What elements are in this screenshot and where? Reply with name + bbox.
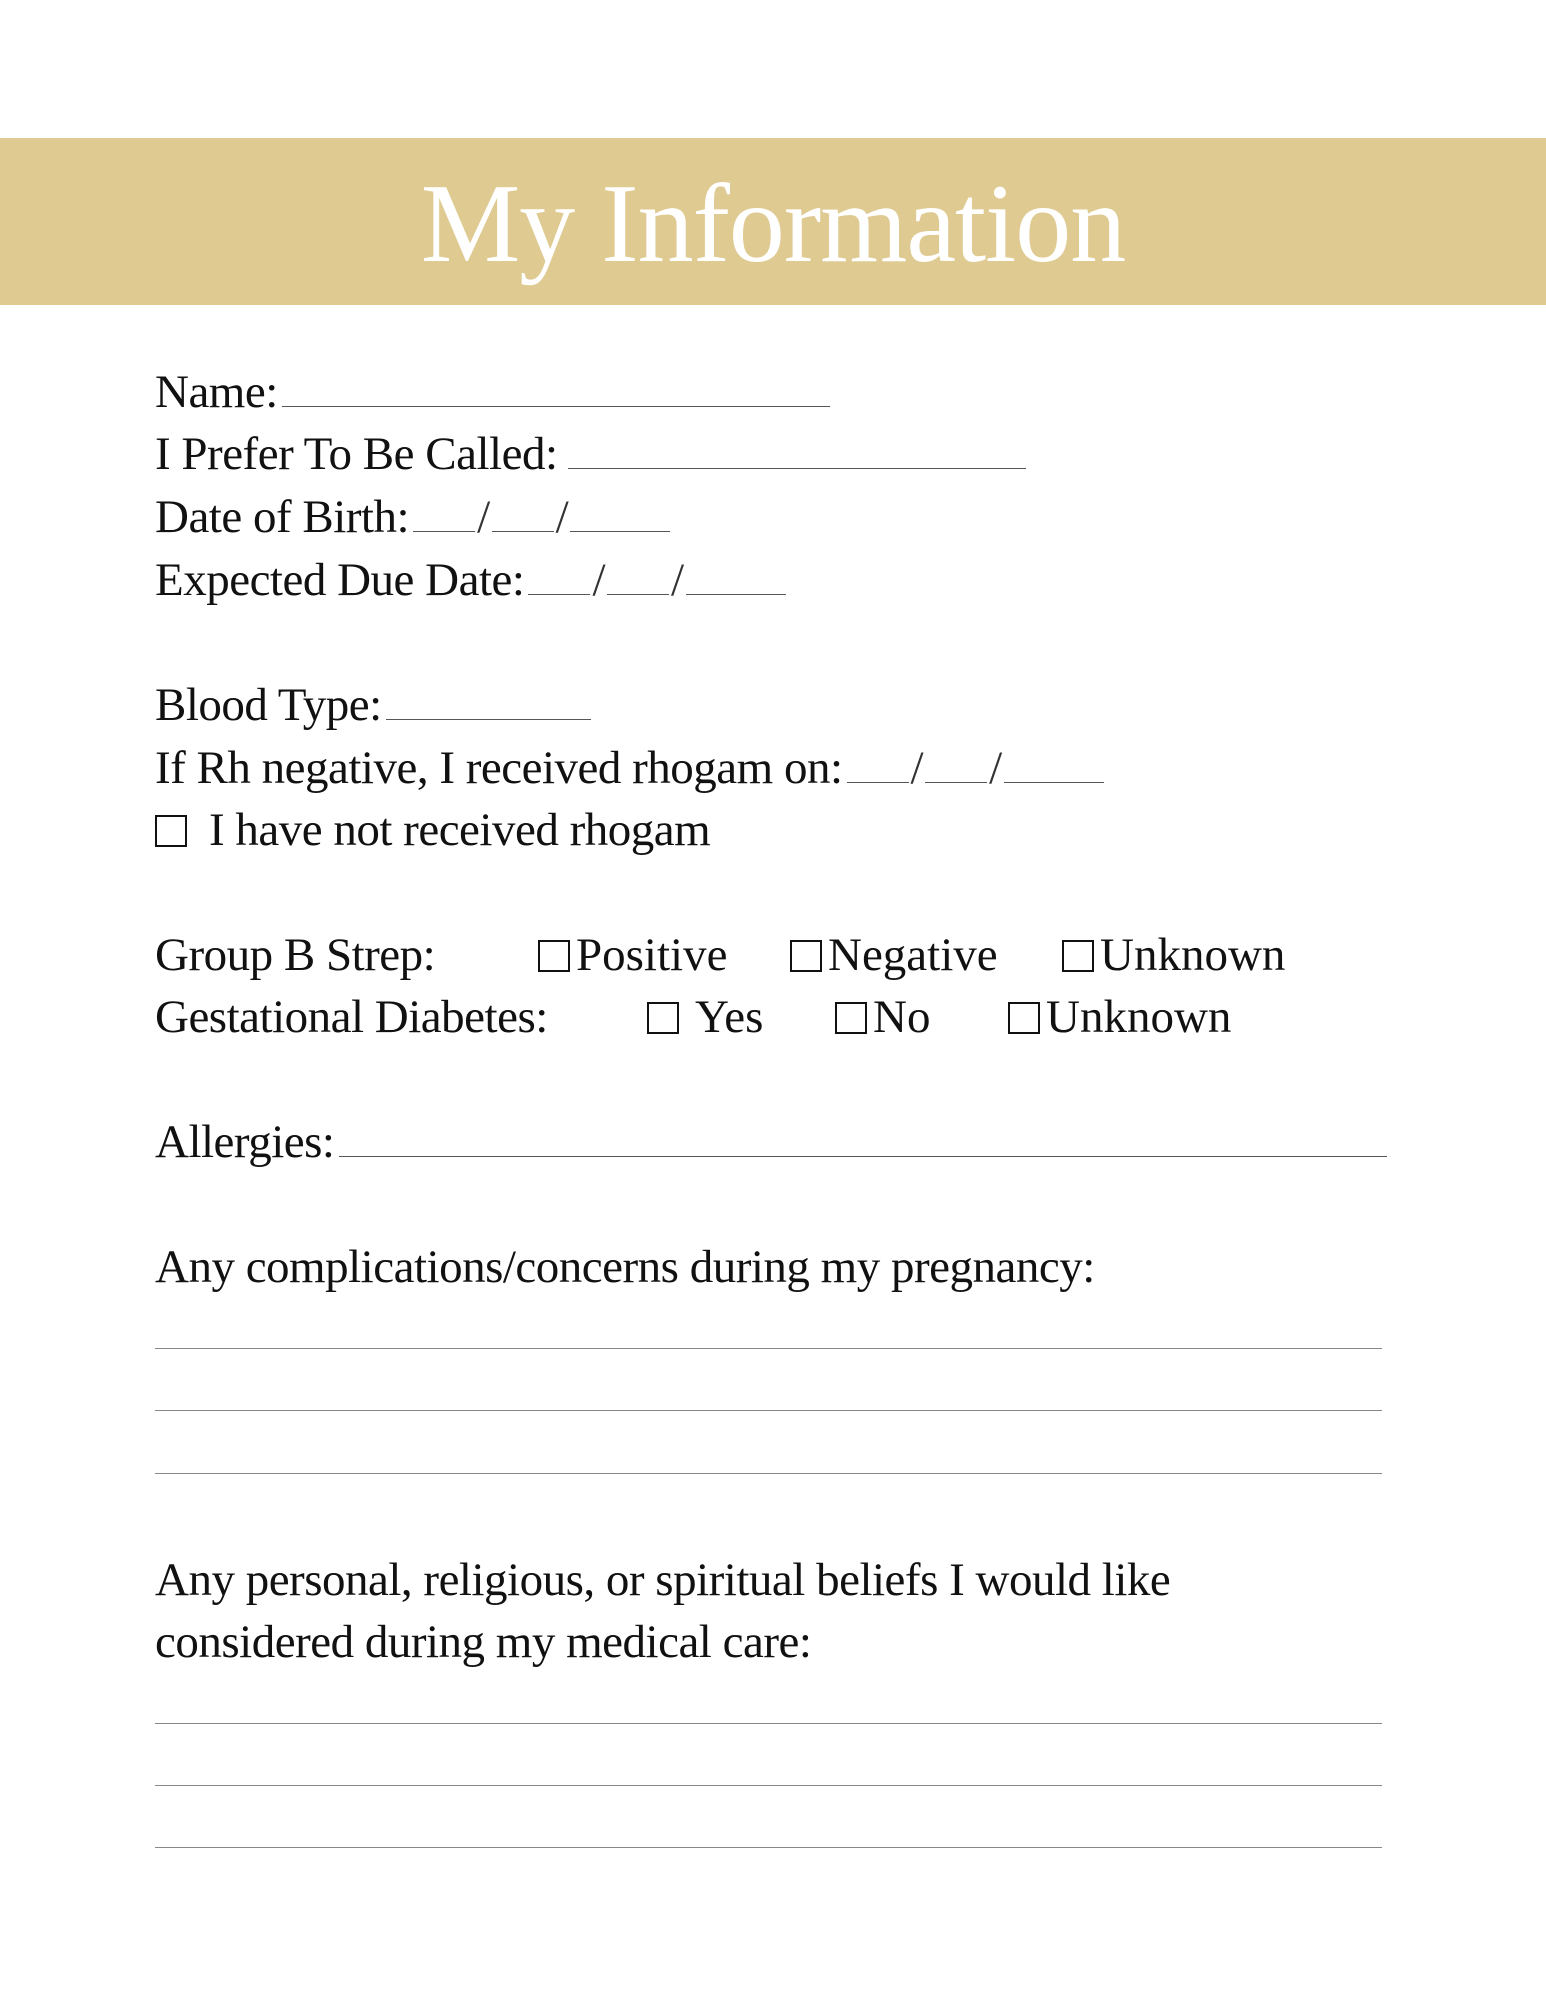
gbs-label: Group B Strep:: [155, 929, 436, 981]
gd-yes-checkbox[interactable]: [647, 1002, 679, 1034]
rhogam-month-field[interactable]: [847, 781, 909, 783]
gd-yes-label: Yes: [695, 991, 764, 1043]
gbs-option-negative[interactable]: [790, 925, 998, 985]
page-title: My Information: [420, 161, 1126, 286]
name-row: [155, 362, 830, 422]
complications-label: Any complications/concerns during my pregnancy:: [155, 1241, 1095, 1293]
dob-month-field[interactable]: [413, 530, 475, 532]
beliefs-line[interactable]: [155, 1847, 1382, 1848]
beliefs-line[interactable]: [155, 1785, 1382, 1786]
gbs-unknown-label: Unknown: [1100, 929, 1286, 981]
beliefs-label-line-1: Any personal, religious, or spiritual beliefs I would like: [155, 1554, 1171, 1606]
beliefs-label-line-2: considered during my medical care:: [155, 1616, 812, 1668]
due-month-field[interactable]: [528, 593, 590, 595]
name-field[interactable]: [282, 405, 830, 407]
blood-type-row: [155, 675, 591, 735]
rhogam-year-field[interactable]: [1004, 781, 1104, 783]
allergies-label: Allergies:: [155, 1116, 335, 1168]
date-separator: /: [555, 491, 569, 543]
date-separator: /: [671, 554, 684, 606]
rhogam-date-row: [155, 738, 1104, 798]
gbs-positive-checkbox[interactable]: [538, 940, 570, 972]
gd-option-unknown[interactable]: [1008, 987, 1231, 1047]
rhogam-day-field[interactable]: [925, 781, 987, 783]
due-year-field[interactable]: [686, 593, 786, 595]
gd-option-yes[interactable]: [647, 987, 763, 1047]
preferred-name-row: [155, 424, 1026, 484]
dob-year-field[interactable]: [570, 530, 670, 532]
gbs-option-unknown[interactable]: [1062, 925, 1285, 985]
rhogam-checkbox[interactable]: [155, 815, 187, 847]
title-band: [0, 138, 1546, 305]
dob-label: Date of Birth:: [155, 491, 410, 543]
gbs-negative-checkbox[interactable]: [790, 940, 822, 972]
gbs-option-positive[interactable]: [538, 925, 727, 985]
due-date-label: Expected Due Date:: [155, 554, 525, 606]
allergies-row: [155, 1112, 1387, 1172]
date-separator: /: [592, 554, 605, 606]
allergies-field[interactable]: [339, 1155, 1387, 1157]
due-day-field[interactable]: [607, 593, 669, 595]
rhogam-date-label: If Rh negative, I received rhogam on:: [155, 742, 843, 794]
preferred-name-field[interactable]: [568, 467, 1026, 469]
gd-unknown-label: Unknown: [1046, 991, 1232, 1043]
gbs-negative-label: Negative: [828, 929, 998, 981]
rhogam-checkbox-row: [155, 800, 710, 860]
due-date-row: [155, 550, 786, 610]
rhogam-checkbox-label: I have not received rhogam: [209, 804, 711, 856]
gd-option-no[interactable]: [835, 987, 930, 1047]
name-label: Name:: [155, 366, 278, 418]
complications-line[interactable]: [155, 1473, 1382, 1474]
gd-unknown-checkbox[interactable]: [1008, 1002, 1040, 1034]
date-separator: /: [910, 742, 924, 794]
date-separator: /: [989, 742, 1002, 794]
preferred-name-label: I Prefer To Be Called:: [155, 428, 558, 480]
gbs-positive-label: Positive: [576, 929, 728, 981]
blood-type-label: Blood Type:: [155, 679, 382, 731]
gd-no-label: No: [873, 991, 931, 1043]
dob-day-field[interactable]: [492, 530, 554, 532]
gd-label: Gestational Diabetes:: [155, 991, 548, 1043]
complications-line[interactable]: [155, 1410, 1382, 1411]
blood-type-field[interactable]: [386, 718, 591, 720]
gd-no-checkbox[interactable]: [835, 1002, 867, 1034]
gbs-unknown-checkbox[interactable]: [1062, 940, 1094, 972]
beliefs-line[interactable]: [155, 1723, 1382, 1724]
complications-line[interactable]: [155, 1348, 1382, 1349]
date-separator: /: [477, 491, 490, 543]
dob-row: [155, 487, 670, 547]
